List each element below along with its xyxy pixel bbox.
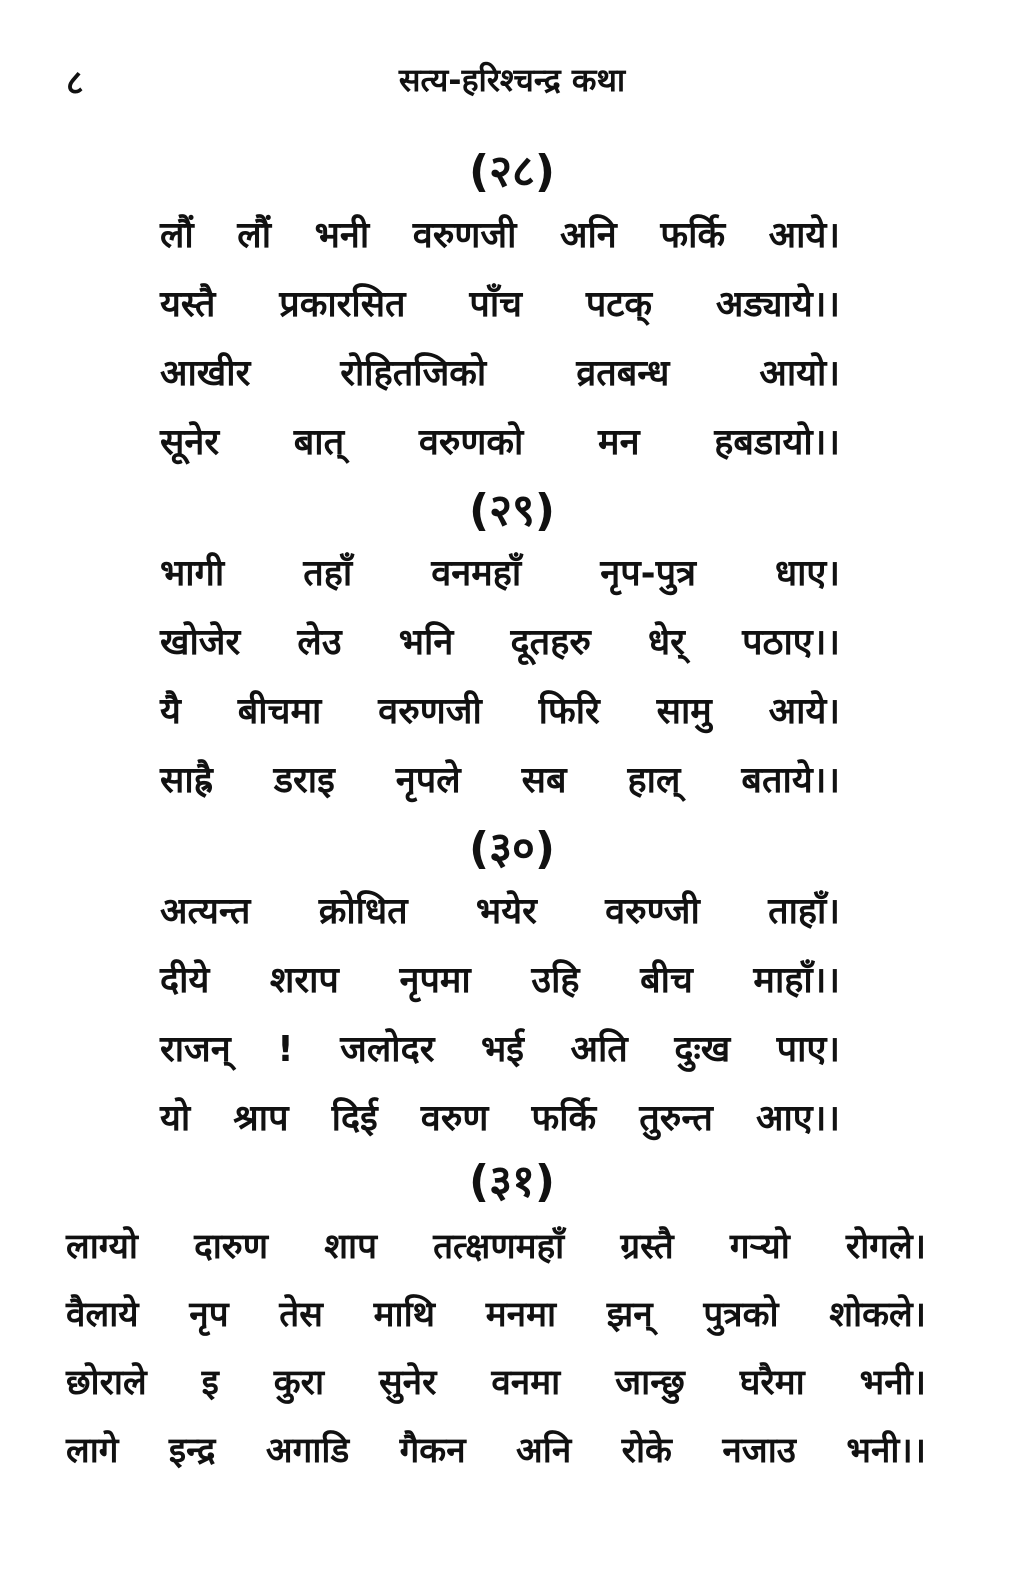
verse-line: आखीर रोहितजिको व्रतबन्ध आयो। [160, 353, 840, 394]
verse-line: यै बीचमा वरुणजी फिरि सामु आये। [160, 691, 840, 732]
verse-line: यस्तै प्रकारसित पाँच पटक् अड्याये।। [160, 284, 840, 325]
verse-number: (३१) [469, 1156, 555, 1207]
verse-line: वैलाये नृप तेस माथि मनमा झन् पुत्रको शोकले। [66, 1295, 926, 1335]
verse-number: (२८) [469, 146, 555, 197]
verse-line: दीये शराप नृपमा उहि बीच माहाँ।। [160, 960, 840, 1001]
page-number: ८ [66, 63, 84, 103]
verse-number: (२९) [469, 485, 555, 536]
verse-line: राजन् ! जलोदर भई अति दुःख पाए। [160, 1029, 840, 1070]
verse-line: साह्रै डराइ नृपले सब हाल् बताये।। [160, 760, 840, 801]
verse-line: छोराले इ कुरा सुनेर वनमा जान्छु घरैमा भनी। [66, 1363, 926, 1403]
verse-line: सूनेर बात् वरुणको मन हबडायो।। [160, 422, 840, 463]
verse-line: अत्यन्त क्रोधित भयेर वरुण्जी ताहाँ। [160, 891, 840, 932]
verse-line: यो श्राप दिई वरुण फर्कि तुरुन्त आए।। [160, 1098, 840, 1139]
verse-line: लाग्यो दारुण शाप तत्क्षणमहाँ ग्रस्तै गर्‍यो रोगले। [66, 1227, 926, 1267]
verse-line: लागे इन्द्र अगाडि गैकन अनि रोके नजाउ भनी।। [66, 1431, 926, 1471]
running-title: सत्य-हरिश्चन्द्र कथा [398, 61, 626, 99]
verse-number: (३०) [469, 823, 555, 874]
verse-line: लौं लौं भनी वरुणजी अनि फर्कि आये। [160, 215, 840, 256]
verse-line: भागी तहाँ वनमहाँ नृप-पुत्र धाए। [160, 553, 840, 594]
verse-line: खोजेर लेउ भनि दूतहरु धेर् पठाए।। [160, 622, 840, 663]
